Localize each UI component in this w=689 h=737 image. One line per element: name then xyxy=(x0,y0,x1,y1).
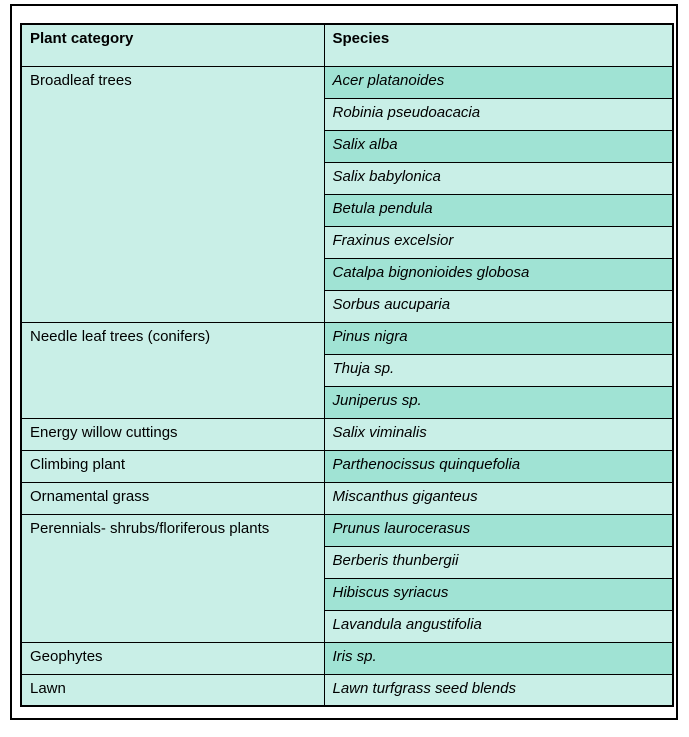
table-row xyxy=(21,322,673,354)
category-cell: Climbing plant xyxy=(21,450,324,482)
category-cell: Needle leaf trees (conifers) xyxy=(21,322,324,418)
column-header-plant-category: Plant category xyxy=(21,24,324,66)
species-cell: Lawn turfgrass seed blends xyxy=(324,674,673,706)
table-row xyxy=(21,450,673,482)
species-cell: Salix viminalis xyxy=(324,418,673,450)
category-cell: Perennials- shrubs/floriferous plants xyxy=(21,514,324,642)
species-cell: Iris sp. xyxy=(324,642,673,674)
species-cell: Prunus laurocerasus xyxy=(324,514,673,546)
table-row xyxy=(21,418,673,450)
species-cell: Berberis thunbergii xyxy=(324,546,673,578)
plant-species-table xyxy=(20,23,674,707)
table-row xyxy=(21,674,673,706)
category-cell: Energy willow cuttings xyxy=(21,418,324,450)
species-cell: Thuja sp. xyxy=(324,354,673,386)
species-cell: Pinus nigra xyxy=(324,322,673,354)
species-cell: Acer platanoides xyxy=(324,66,673,98)
column-header-species: Species xyxy=(324,24,673,66)
species-cell: Salix alba xyxy=(324,130,673,162)
species-cell: Miscanthus giganteus xyxy=(324,482,673,514)
species-cell: Hibiscus syriacus xyxy=(324,578,673,610)
species-cell: Fraxinus excelsior xyxy=(324,226,673,258)
species-cell: Sorbus aucuparia xyxy=(324,290,673,322)
category-cell: Broadleaf trees xyxy=(21,66,324,322)
category-cell: Lawn xyxy=(21,674,324,706)
category-cell: Geophytes xyxy=(21,642,324,674)
table-body xyxy=(21,66,673,706)
table-row xyxy=(21,482,673,514)
species-cell: Parthenocissus quinquefolia xyxy=(324,450,673,482)
species-cell: Robinia pseudoacacia xyxy=(324,98,673,130)
species-cell: Lavandula angustifolia xyxy=(324,610,673,642)
table-row xyxy=(21,66,673,98)
category-cell: Ornamental grass xyxy=(21,482,324,514)
species-cell: Juniperus sp. xyxy=(324,386,673,418)
species-cell: Catalpa bignonioides globosa xyxy=(324,258,673,290)
table-header-row xyxy=(21,24,673,66)
species-cell: Betula pendula xyxy=(324,194,673,226)
table-row xyxy=(21,514,673,546)
species-cell: Salix babylonica xyxy=(324,162,673,194)
table-row xyxy=(21,642,673,674)
